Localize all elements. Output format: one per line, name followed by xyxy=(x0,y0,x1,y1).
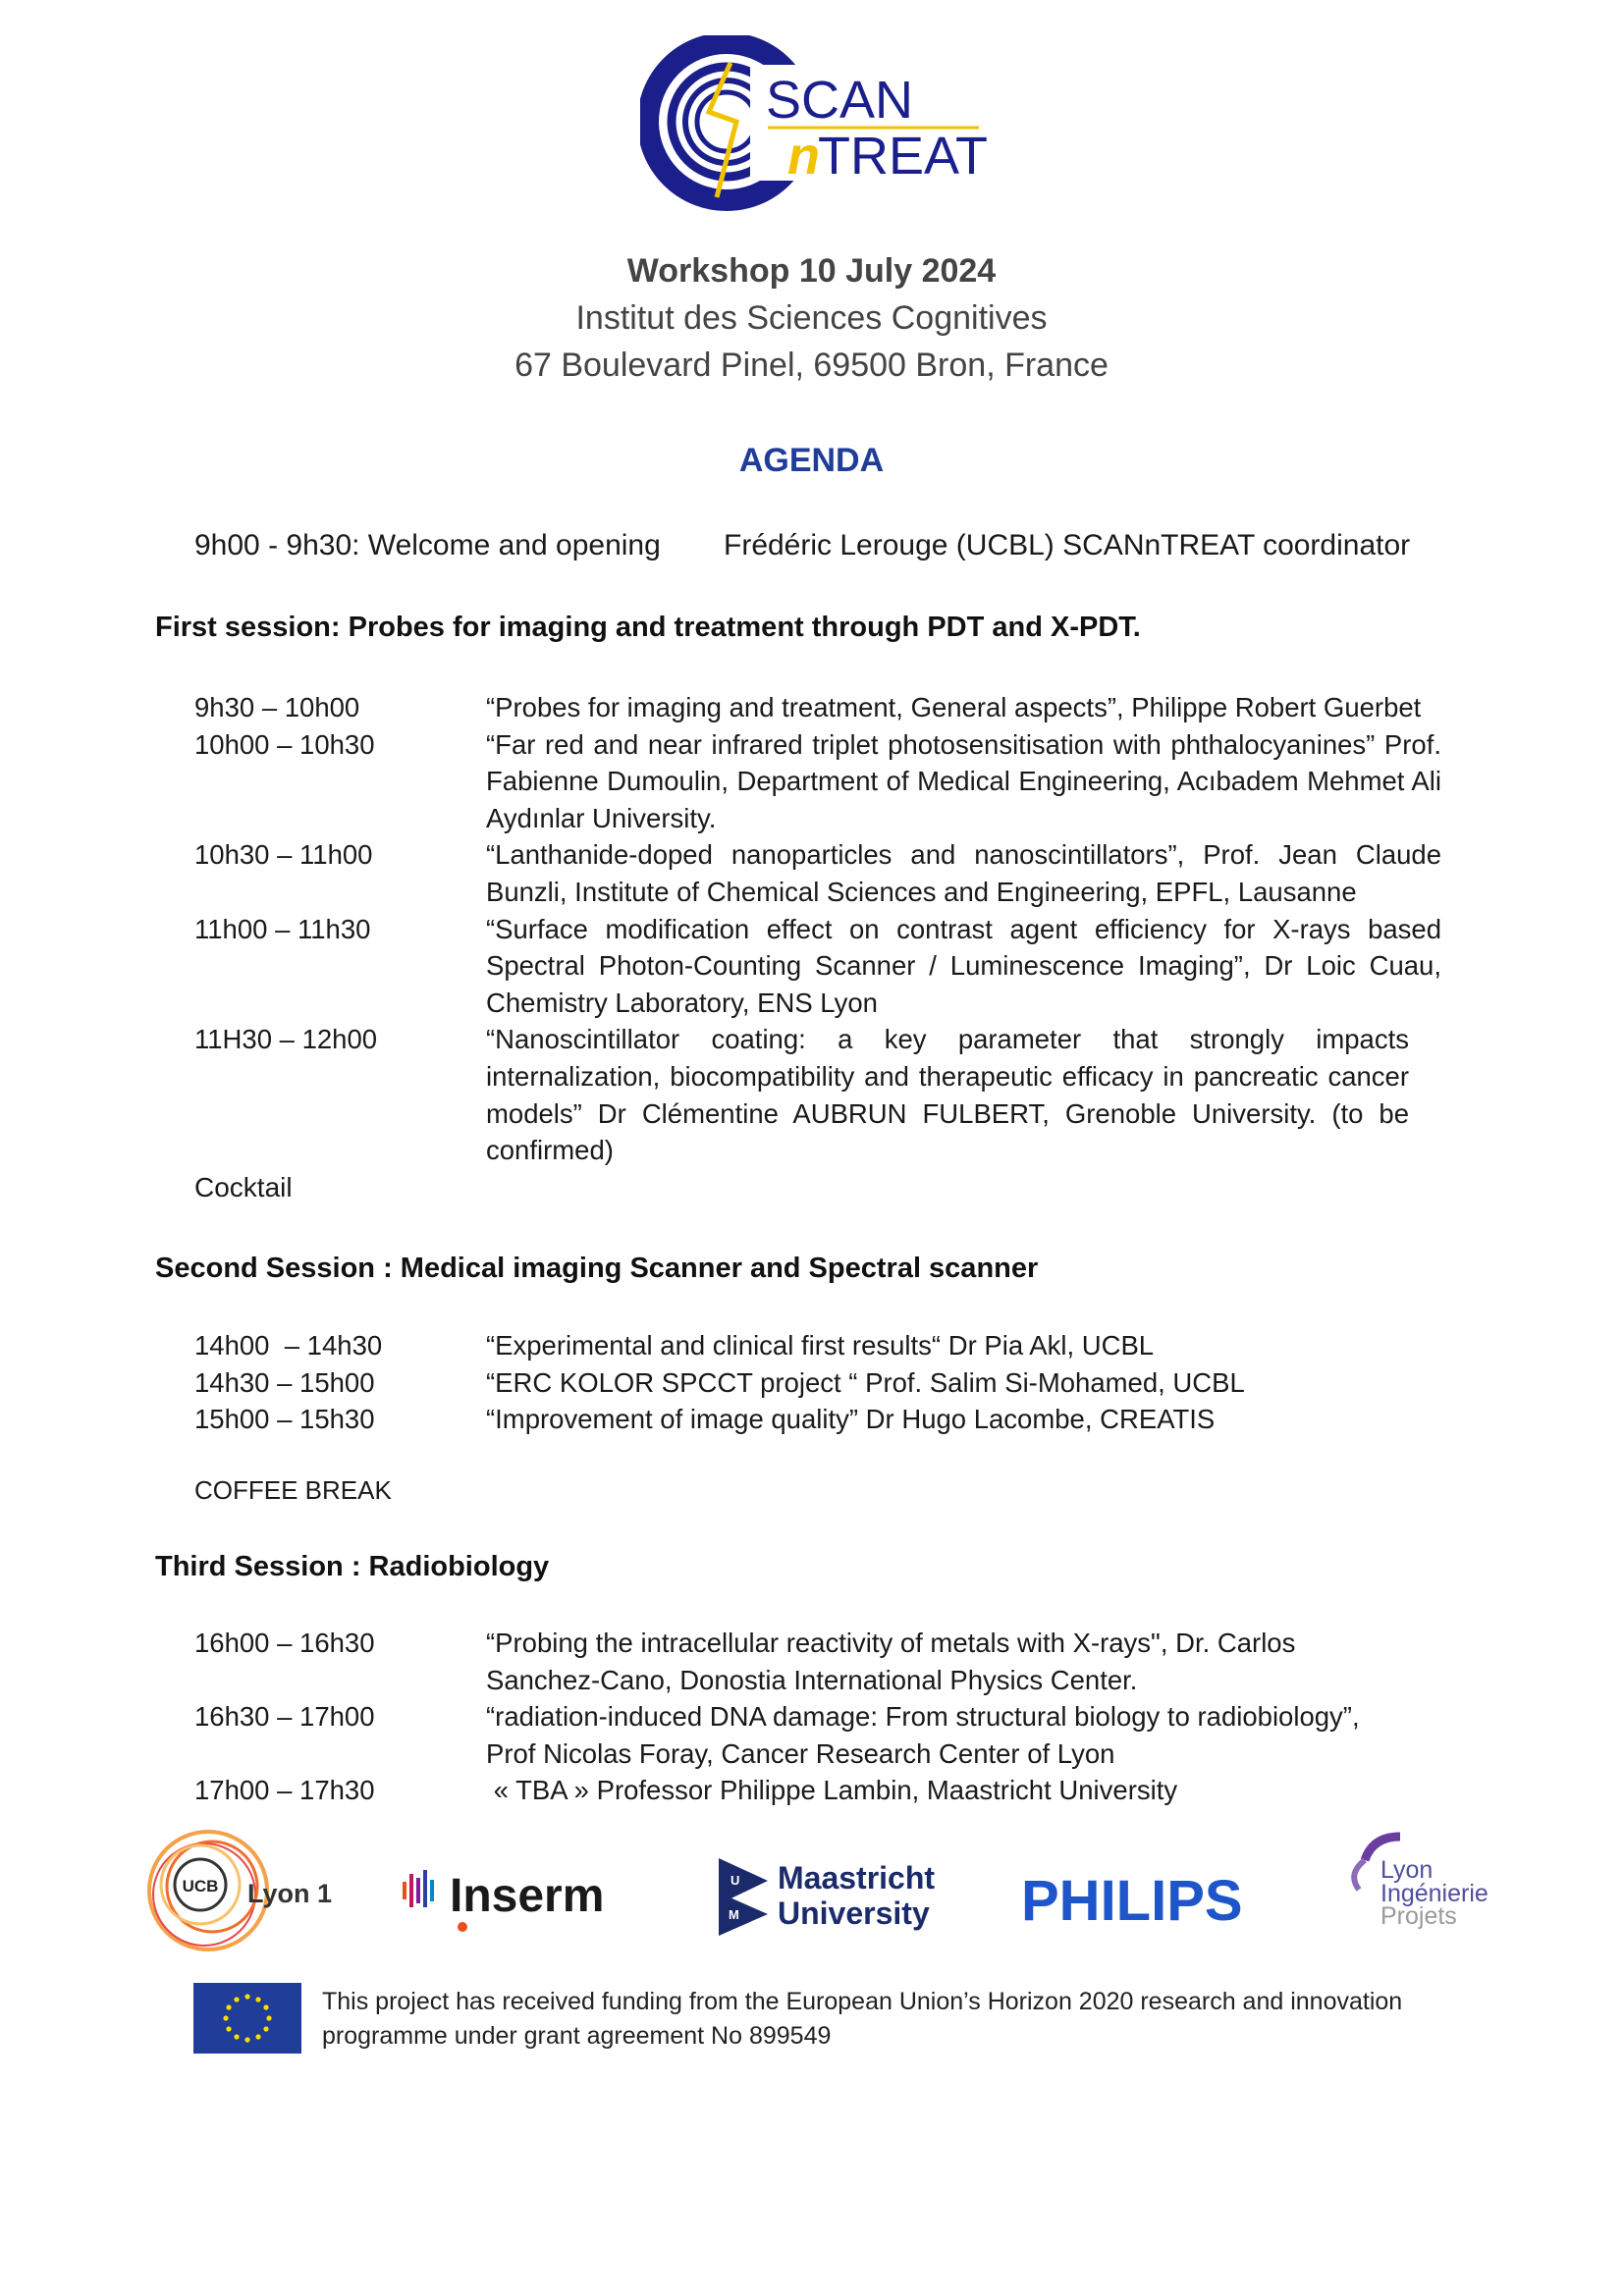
philips-logo xyxy=(1021,1863,1276,1932)
institute-name: Institut des Sciences Cognitives xyxy=(575,299,1048,337)
lyon-ing-line1: Lyon xyxy=(1380,1856,1434,1884)
session-2-title: Second Session : Medical imaging Scanner and Spectral scanner xyxy=(155,1253,1039,1284)
item-time: 16h00 – 16h30 xyxy=(194,1628,375,1658)
session-2-list xyxy=(194,1327,1441,1438)
lyon1-label: Lyon 1 xyxy=(247,1879,333,1908)
item-time: 9h30 – 10h00 xyxy=(194,692,360,722)
logo-text-scan: SCAN xyxy=(766,71,914,130)
lyon-ing-line3: Projets xyxy=(1380,1902,1457,1930)
scanntreat-logo xyxy=(640,35,999,227)
item-time: 10h30 – 11h00 xyxy=(194,839,373,871)
item-description: “Nanoscintillator coating: a key parameter that strongly impacts internalization, biocompatibility and therapeutic efficacy in pancreatic cancer models” Dr Clémentine AUBRUN FULBERT, Grenoble University. (to be confirmed) xyxy=(486,1024,1409,1166)
welcome-speaker: Frédéric Lerouge (UCBL) SCANnTREAT coordinator xyxy=(724,529,1411,561)
agenda-item xyxy=(194,911,1441,1022)
workshop-title: Workshop 10 July 2024 xyxy=(626,252,997,290)
cocktail-label: Cocktail xyxy=(194,1172,293,1202)
maastricht-mark-bottom: M xyxy=(729,1907,739,1922)
lyon-ingenierie-logo xyxy=(1343,1831,1520,1939)
item-time: 11h00 – 11h30 xyxy=(194,913,371,944)
session-1-list xyxy=(194,689,1441,1169)
funding-statement: This project has received funding from the European Union’s Horizon 2020 research and innovation programme under grant agreement No 899549 xyxy=(322,1988,1403,2050)
item-description: “Lanthanide-doped nanoparticles and nanoscintillators”, Prof. Jean Claude Bunzli, Institute of Chemical Sciences and Engineering, EPFL, Lausanne xyxy=(486,839,1441,907)
item-description: “Probes for imaging and treatment, General aspects”, Philippe Robert Guerbet xyxy=(486,692,1422,722)
inserm-label: Inserm xyxy=(450,1870,605,1922)
item-description: “ERC KOLOR SPCCT project “ Prof. Salim Si-Mohamed, UCBL xyxy=(486,1366,1245,1398)
item-time: 10h00 – 10h30 xyxy=(194,728,375,760)
agenda-item xyxy=(194,836,1441,910)
maastricht-mark-top: U xyxy=(730,1873,740,1888)
logo-text-n: n xyxy=(787,127,820,186)
item-description: “radiation-induced DNA damage: From structural biology to radiobiology”, Prof Nicolas Foray, Cancer Research Center of Lyon xyxy=(486,1701,1360,1769)
welcome-time: 9h00 - 9h30: Welcome and opening xyxy=(194,529,661,561)
item-time: 17h00 – 17h30 xyxy=(194,1775,375,1806)
philips-label: PHILIPS xyxy=(1021,1869,1243,1932)
lyon1-logo xyxy=(147,1826,344,1958)
inserm-logo xyxy=(403,1860,638,1939)
item-time: 14h30 – 15h00 xyxy=(194,1366,375,1398)
agenda-item xyxy=(194,1625,1441,1698)
item-time: 15h00 – 15h30 xyxy=(194,1404,375,1435)
item-time: 14h00 – 14h30 xyxy=(194,1330,383,1361)
agenda-item xyxy=(194,1364,1441,1402)
agenda-item xyxy=(194,1772,1441,1809)
session-1-title: First session: Probes for imaging and treatment through PDT and X-PDT. xyxy=(155,612,1141,643)
eu-flag-icon xyxy=(193,1983,301,2054)
partner-logos xyxy=(147,1826,1522,1963)
agenda-item xyxy=(194,1021,1441,1168)
item-description: “Far red and near infrared triplet photosensitisation with phthalocyanines” Prof. Fabienne Dumoulin, Department of Medical Engineering, Acıbadem Mehmet Ali Aydınlar University. xyxy=(486,728,1441,833)
agenda-item xyxy=(194,1401,1441,1438)
item-description: “Probing the intracellular reactivity of metals with X-rays", Dr. Carlos Sanchez-Cano, Donostia International Physics Center. xyxy=(486,1628,1296,1695)
logo-text-treat: TREAT xyxy=(818,127,988,186)
agenda-item xyxy=(194,689,1441,726)
maastricht-logo xyxy=(717,1853,972,1942)
coffee-break-label: COFFEE BREAK xyxy=(194,1475,392,1505)
address: 67 Boulevard Pinel, 69500 Bron, France xyxy=(514,347,1109,384)
agenda-heading: AGENDA xyxy=(738,442,885,479)
agenda-item xyxy=(194,1327,1441,1364)
session-3-title: Third Session : Radiobiology xyxy=(155,1551,550,1582)
agenda-item xyxy=(194,1698,1441,1772)
agenda-item xyxy=(194,726,1441,837)
item-time: 16h30 – 17h00 xyxy=(194,1701,375,1733)
item-description: “Experimental and clinical first results“ Dr Pia Akl, UCBL xyxy=(486,1330,1155,1361)
lyon-ing-line2: Ingénierie xyxy=(1380,1880,1488,1907)
lyon1-mark: UCB xyxy=(182,1877,219,1896)
item-description: “Improvement of image quality” Dr Hugo Lacombe, CREATIS xyxy=(486,1404,1216,1435)
maastricht-line2: University xyxy=(778,1896,930,1931)
maastricht-line1: Maastricht xyxy=(778,1860,936,1896)
item-description: “Surface modification effect on contrast agent efficiency for X-rays based Spectral Photon-Counting Scanner / Luminescence Imaging”, Dr Loic Cuau, Chemistry Laboratory, ENS Lyon xyxy=(486,913,1441,1018)
session-3-list xyxy=(194,1625,1441,1809)
item-time: 11H30 – 12h00 xyxy=(194,1024,378,1055)
item-description: « TBA » Professor Philippe Lambin, Maastricht University xyxy=(486,1775,1178,1806)
